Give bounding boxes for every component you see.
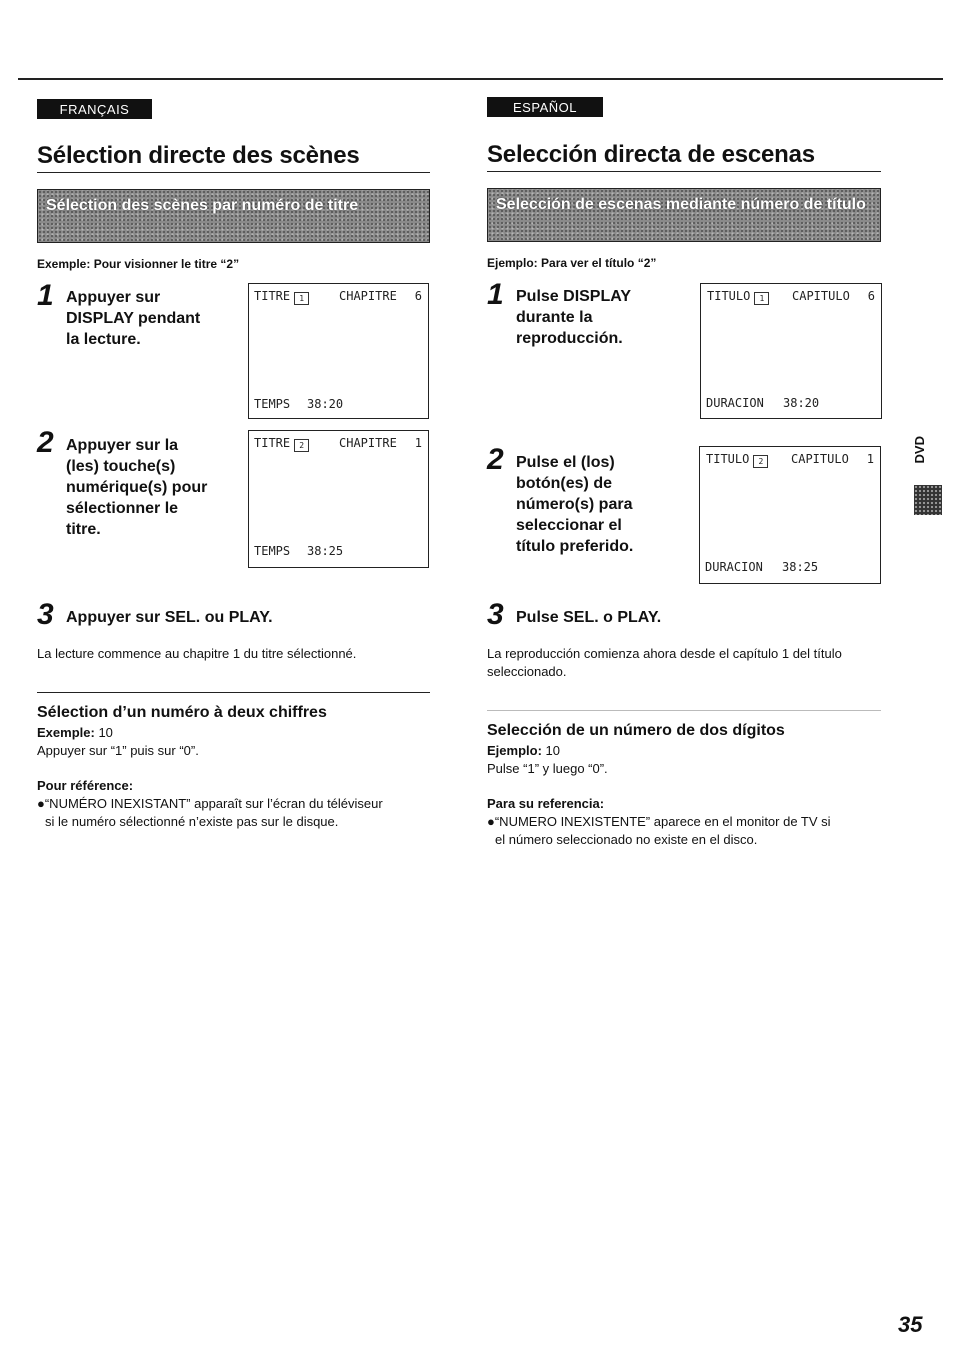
reference-line: ●“NUMÉRO INEXISTANT” apparaît sur l’écran du téléviseur <box>37 796 383 811</box>
step-text-1-spanish <box>516 286 631 349</box>
step-line: DISPLAY pendant <box>66 310 201 327</box>
step-line: durante la <box>516 309 593 326</box>
screen-time-label: DURACION <box>706 396 764 410</box>
band-text-spanish: Selección de escenas mediante número de título <box>496 196 866 213</box>
screen-title-label: TITRE <box>254 436 291 450</box>
step-text-3-french: Appuyer sur SEL. ou PLAY. <box>66 609 273 626</box>
step-line: Pulse el (los) <box>516 454 615 471</box>
screen-time-value: 38:20 <box>783 396 820 410</box>
step-line: botón(es) de <box>516 475 612 492</box>
divider-french <box>37 692 430 693</box>
screen-time-value: 38:20 <box>307 397 344 411</box>
step-text-1-french <box>66 287 200 350</box>
screen-chapter-label: CHAPITRE <box>339 436 397 450</box>
tv-screen-2-french <box>248 430 429 568</box>
example2-text-french: Appuyer sur “1” puis sur “0”. <box>37 743 199 758</box>
result-line: La reproducción comienza ahora desde el capítulo 1 del título <box>487 646 842 661</box>
example2-value: 10 <box>545 743 560 758</box>
step-number-1-spanish: 1 <box>487 278 504 311</box>
screen-time-label: DURACION <box>705 560 763 574</box>
step-line: Appuyer sur la <box>66 437 179 454</box>
result-line: seleccionado. <box>487 664 567 679</box>
tv-screen-1-spanish <box>700 283 882 419</box>
side-tab-marker <box>914 485 942 515</box>
reference-label-french: Pour référence: <box>37 778 134 793</box>
subsection-title-french: Sélection d’un numéro à deux chiffres <box>37 704 327 721</box>
title-rule-spanish <box>487 171 881 172</box>
example2-spanish <box>487 742 560 760</box>
example2-value: 10 <box>98 725 113 740</box>
step-line: título preferido. <box>516 538 634 555</box>
tv-screen-1-french <box>248 283 429 419</box>
side-section-label: DVD <box>912 436 927 464</box>
screen-title-label: TITRE <box>254 289 291 303</box>
step-text-2-spanish <box>516 452 633 557</box>
screen-chapter-value: 1 <box>414 436 422 450</box>
step-text-3-spanish: Pulse SEL. o PLAY. <box>516 609 662 626</box>
result-text-french: La lecture commence au chapitre 1 du titre sélectionné. <box>37 646 357 661</box>
reference-text-french <box>37 795 383 831</box>
subheading-band-spanish <box>487 188 881 242</box>
reference-line: el número seleccionado no existe en el disco. <box>495 832 758 847</box>
page-number: 35 <box>898 1312 923 1337</box>
screen-time-value: 38:25 <box>782 560 819 574</box>
step-text-2-french <box>66 435 207 540</box>
divider-spanish <box>487 710 881 711</box>
step-number-3-french: 3 <box>37 598 54 631</box>
section-title-spanish: Selección directa de escenas <box>487 141 815 168</box>
reference-line: ●“NUMERO INEXISTENTE” aparece en el monitor de TV si <box>487 814 831 829</box>
example-text: Pour visionner le titre “2” <box>93 257 240 271</box>
result-text-spanish <box>487 645 842 681</box>
example-spanish <box>487 256 656 270</box>
screen-title-label: TITULO <box>706 452 750 466</box>
screen-chapter-label: CAPITULO <box>791 452 849 466</box>
screen-chapter-label: CHAPITRE <box>339 289 397 303</box>
step-line: Pulse DISPLAY <box>516 288 632 305</box>
screen-chapter-label: CAPITULO <box>792 289 850 303</box>
tv-screen-2-spanish <box>699 446 881 584</box>
example2-label: Exemple: <box>37 725 95 740</box>
screen-chapter-value: 6 <box>414 289 422 303</box>
reference-text-spanish <box>487 813 831 849</box>
step-line: la lecture. <box>66 331 141 348</box>
top-rule <box>18 78 943 80</box>
example-label: Ejemplo: <box>487 256 538 270</box>
example-french <box>37 257 239 271</box>
title-number-icon: 2 <box>294 439 309 452</box>
example2-french <box>37 724 113 742</box>
subheading-band-french <box>37 189 430 243</box>
step-line: sélectionner le <box>66 500 179 517</box>
reference-line: si le numéro sélectionné n’existe pas sur le disque. <box>45 814 339 829</box>
screen-chapter-value: 1 <box>866 452 874 466</box>
title-number-icon: 1 <box>294 292 309 305</box>
example-label: Exemple: <box>37 257 91 271</box>
step-number-2-spanish: 2 <box>487 443 504 476</box>
step-line: seleccionar el <box>516 517 622 534</box>
step-number-3-spanish: 3 <box>487 598 504 631</box>
step-line: titre. <box>66 521 101 538</box>
language-tab-spanish: ESPAÑOL <box>487 97 603 117</box>
step-line: Appuyer sur <box>66 289 161 306</box>
step-number-2-french: 2 <box>37 426 54 459</box>
step-line: número(s) para <box>516 496 633 513</box>
title-number-icon: 2 <box>753 455 768 468</box>
reference-label-spanish: Para su referencia: <box>487 796 605 811</box>
step-line: numérique(s) pour <box>66 479 208 496</box>
screen-time-label: TEMPS <box>254 544 291 558</box>
screen-time-value: 38:25 <box>307 544 344 558</box>
title-number-icon: 1 <box>754 292 769 305</box>
example2-text-spanish: Pulse “1” y luego “0”. <box>487 761 608 776</box>
band-text-french: Sélection des scènes par numéro de titre <box>46 197 359 214</box>
step-line: reproducción. <box>516 330 623 347</box>
language-tab-french: FRANÇAIS <box>37 99 152 119</box>
example2-label: Ejemplo: <box>487 743 542 758</box>
step-number-1-french: 1 <box>37 279 54 312</box>
step-line: (les) touche(s) <box>66 458 176 475</box>
title-rule-french <box>37 172 430 173</box>
section-title-french: Sélection directe des scènes <box>37 142 360 169</box>
screen-chapter-value: 6 <box>867 289 875 303</box>
subsection-title-spanish: Selección de un número de dos dígitos <box>487 722 785 739</box>
screen-time-label: TEMPS <box>254 397 291 411</box>
screen-title-label: TITULO <box>707 289 751 303</box>
example-text: Para ver el título “2” <box>541 256 657 270</box>
